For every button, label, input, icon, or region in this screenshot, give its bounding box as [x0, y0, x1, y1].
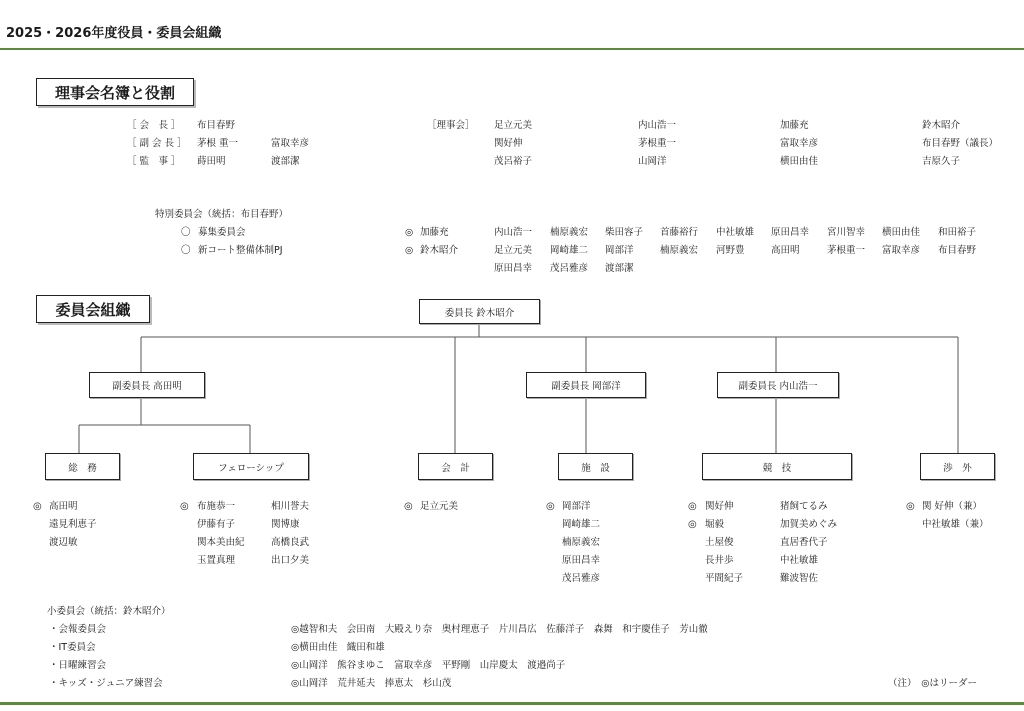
vice-chair-box [717, 372, 839, 398]
board-member: 布目春野（議長） [922, 138, 999, 149]
small-committee-members: ◎山岡洋 荒井延夫 捧恵太 杉山茂 [291, 678, 452, 689]
committee-member: 堀毅 [705, 519, 725, 530]
committee-box-shogai [920, 453, 995, 480]
board-member: 足立元美 [494, 120, 533, 131]
special-member: 横田由佳 [882, 227, 921, 238]
leader-mark: ◎ [405, 245, 414, 256]
committee-label: 会 計 [441, 462, 470, 474]
committee-box-kaikei [418, 453, 493, 480]
vice-chair-box [89, 372, 205, 398]
board-member: 吉原久子 [922, 156, 961, 167]
vice-chair-label: 副委員長 高田明 [112, 381, 182, 392]
committee-member: 加賀美めぐみ [780, 519, 838, 530]
small-committee-name: ・日曜練習会 [49, 660, 107, 671]
committee-label: 渉 外 [943, 462, 972, 474]
special-member: 楠原義宏 [660, 245, 699, 256]
special-committee-name: 募集委員会 [198, 227, 246, 238]
committee-member: 渡辺敏 [49, 537, 78, 548]
vice-chair-label: 副委員長 岡部洋 [551, 381, 621, 392]
circle-mark: 〇 [181, 245, 191, 256]
vice-chair-box [526, 372, 646, 398]
small-committee-members: ◎横田由佳 織田和雄 [291, 642, 385, 653]
small-committee-title: 小委員会（統括：鈴木昭介） [47, 606, 171, 617]
board-member: 富取幸彦 [780, 138, 819, 149]
small-committee-members: ◎山岡洋 熊谷まゆこ 富取幸彦 平野剛 山岸慶太 渡邉尚子 [291, 660, 566, 671]
committee-member: 高田明 [49, 501, 78, 512]
committee-member: 相川誉夫 [271, 501, 310, 512]
special-member: 渡部潔 [605, 263, 634, 274]
officer-name: 渡部潔 [271, 156, 300, 167]
committee-member: 猪飼てるみ [780, 501, 828, 512]
board-member: 横田由佳 [780, 156, 819, 167]
committee-member: 遠見利恵子 [49, 519, 97, 530]
committee-member: 土屋俊 [705, 537, 734, 548]
special-member: 内山浩一 [494, 227, 533, 238]
leader-mark: ◎ [180, 501, 189, 512]
committee-member: 平間紀子 [705, 573, 744, 584]
leader-mark: ◎ [906, 501, 915, 512]
committee-label: フェローシップ [218, 462, 284, 474]
chair-box [419, 299, 540, 324]
special-member: 茂呂雅彦 [550, 263, 589, 274]
leader-mark: ◎ [688, 501, 697, 512]
special-member: 中社敏雄 [716, 227, 755, 238]
board-member: 茅根重一 [638, 138, 677, 149]
section-title-committee-text: 委員会組織 [55, 300, 131, 319]
special-member: 宮川智幸 [827, 227, 866, 238]
board-member: 関好伸 [494, 138, 523, 149]
committee-member: 布施恭一 [197, 501, 236, 512]
special-member: 河野豊 [716, 245, 745, 256]
circle-mark: 〇 [181, 227, 191, 238]
officer-role: ［ 監 事 ］ [127, 156, 181, 167]
board-member: 加藤充 [780, 120, 809, 131]
committee-box-shisetsu [558, 453, 633, 480]
special-member: 柴田容子 [605, 227, 644, 238]
committee-member: 関博康 [271, 519, 300, 530]
special-member: 茅根重一 [827, 245, 866, 256]
committee-member: 原田昌幸 [562, 555, 601, 566]
committee-label: 総 務 [68, 462, 97, 474]
committee-box-fellowship [193, 453, 309, 480]
special-member: 和田裕子 [938, 227, 977, 238]
committee-label: 競 技 [762, 462, 792, 474]
small-committee-name: ・IT委員会 [49, 642, 96, 653]
special-member: 布目春野 [938, 245, 977, 256]
special-member: 原田昌幸 [494, 263, 533, 274]
committee-member: 玉置真理 [197, 555, 236, 566]
small-committee-members: ◎越智和夫 会田南 大殿えり奈 奥村理恵子 片川昌広 佐藤洋子 森舞 和宇慶佳子 芳山徹 [291, 624, 708, 635]
committee-label: 施 設 [581, 462, 610, 474]
officer-role: ［ 会 長 ］ [127, 120, 181, 131]
special-committee-name: 新コート整備体制PJ [198, 245, 283, 256]
leader-mark: ◎ [546, 501, 555, 512]
officer-name: 茅根 重一 [197, 138, 239, 149]
officer-name: 蒔田明 [197, 156, 226, 167]
committee-member: 岡部洋 [562, 501, 591, 512]
special-title: 特別委員会（統括：布目春野） [155, 209, 289, 220]
committee-member: 直居香代子 [780, 537, 828, 548]
leader-mark: ◎ [405, 227, 414, 238]
board-member: 鈴木昭介 [922, 120, 961, 131]
committee-member: 岡崎雄二 [562, 519, 601, 530]
special-member: 原田昌幸 [771, 227, 810, 238]
officer-name: 布目春野 [197, 120, 236, 131]
small-committee-name: ・会報委員会 [49, 624, 107, 635]
committee-member: 足立元美 [420, 501, 459, 512]
committee-member: 関 好伸（兼） [922, 501, 983, 512]
special-leader: 加藤充 [420, 227, 449, 238]
leader-mark: ◎ [688, 519, 697, 530]
officer-name: 富取幸彦 [271, 138, 310, 149]
committee-member: 関本美由紀 [197, 537, 245, 548]
committee-member: 茂呂雅彦 [562, 573, 601, 584]
special-member: 楠原義宏 [550, 227, 589, 238]
committee-box-soumu [45, 453, 120, 480]
small-committee-name: ・キッズ・ジュニア練習会 [49, 678, 163, 689]
officer-role: ［ 副 会 長 ］ [127, 138, 187, 149]
committee-member: 出口夕美 [271, 555, 310, 566]
committee-box-kyogi [702, 453, 852, 480]
chair-label: 委員長 鈴木昭介 [444, 307, 515, 319]
special-member: 首藤裕行 [660, 227, 699, 238]
committee-member: 難波智佐 [780, 573, 819, 584]
special-member: 岡部洋 [605, 245, 634, 256]
committee-member: 長井歩 [705, 555, 734, 566]
committee-member: 伊藤有子 [197, 519, 236, 530]
board-member: 茂呂裕子 [494, 156, 533, 167]
committee-member: 楠原義宏 [562, 537, 601, 548]
leader-mark: ◎ [33, 501, 42, 512]
committee-member: 関好伸 [705, 501, 734, 512]
vice-chair-label: 副委員長 内山浩一 [738, 381, 818, 392]
committee-member: 中社敏雄 [780, 555, 819, 566]
page-title: 2025・2026年度役員・委員会組織 [6, 26, 222, 41]
board-member: 内山浩一 [638, 120, 677, 131]
committee-member: 中社敏雄（兼） [922, 519, 989, 530]
special-member: 高田明 [771, 245, 800, 256]
special-member: 足立元美 [494, 245, 533, 256]
committee-member: 高橋良武 [271, 537, 310, 548]
special-member: 岡崎雄二 [550, 245, 589, 256]
section-title-board-text: 理事会名簿と役割 [54, 83, 175, 102]
board-member: 山岡洋 [638, 156, 667, 167]
footnote: （注） ◎はリーダー [888, 678, 978, 689]
special-member: 富取幸彦 [882, 245, 921, 256]
special-leader: 鈴木昭介 [420, 245, 459, 256]
board-label: ［理事会］ [427, 120, 475, 131]
leader-mark: ◎ [404, 501, 413, 512]
